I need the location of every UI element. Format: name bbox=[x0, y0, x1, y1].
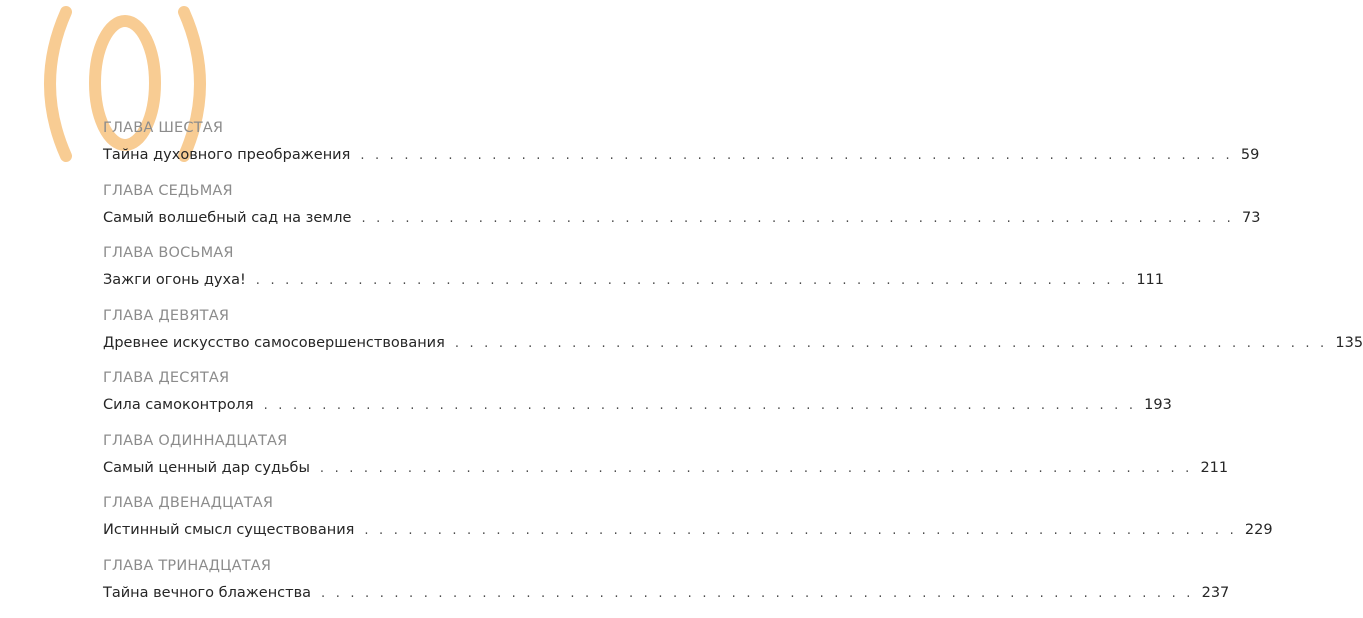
page-number: 111 bbox=[1136, 270, 1164, 290]
page-number: 193 bbox=[1144, 395, 1172, 415]
dot-leader: . . . . . . . . . . . . . . . . . . . . . . . . . . . . . . . . . . . . . . . . . . . . . . . . . . . . . . . . . . . . bbox=[264, 396, 1137, 416]
chapter-label: ГЛАВА ДВЕНАДЦАТАЯ bbox=[103, 493, 563, 513]
chapter-title: Самый ценный дар судьбы bbox=[103, 458, 310, 478]
page-number: 135 bbox=[1335, 333, 1363, 353]
chapter-label: ГЛАВА ДЕВЯТАЯ bbox=[103, 306, 563, 326]
page-number: 59 bbox=[1241, 145, 1259, 165]
toc-entry-13[interactable] bbox=[103, 556, 563, 618]
chapter-label: ГЛАВА СЕДЬМАЯ bbox=[103, 181, 563, 201]
dot-leader: . . . . . . . . . . . . . . . . . . . . . . . . . . . . . . . . . . . . . . . . . . . . . . . . . . . . . . . . . . . . bbox=[364, 521, 1237, 541]
page-number: 73 bbox=[1242, 208, 1260, 228]
chapter-title: Тайна духовного преображения bbox=[103, 145, 350, 165]
chapter-title: Самый волшебный сад на земле bbox=[103, 208, 351, 228]
toc-entry-7[interactable] bbox=[103, 181, 563, 244]
chapter-title: Истинный смысл существования bbox=[103, 520, 354, 540]
dot-leader: . . . . . . . . . . . . . . . . . . . . . . . . . . . . . . . . . . . . . . . . . . . . . . . . . . . . . . . . . . . . bbox=[361, 209, 1234, 229]
page-number: 211 bbox=[1200, 458, 1228, 478]
chapter-label: ГЛАВА ШЕСТАЯ bbox=[103, 118, 563, 138]
chapter-title: Древнее искусство самосовершенствования bbox=[103, 333, 445, 353]
chapter-title: Зажги огонь духа! bbox=[103, 270, 246, 290]
page-number: 237 bbox=[1202, 583, 1230, 603]
chapter-label: ГЛАВА ОДИННАДЦАТАЯ bbox=[103, 431, 563, 451]
chapter-title: Тайна вечного блаженства bbox=[103, 583, 311, 603]
chapter-label: ГЛАВА ДЕСЯТАЯ bbox=[103, 368, 563, 388]
toc-entry-8[interactable] bbox=[103, 243, 563, 306]
table-of-contents bbox=[103, 118, 563, 618]
toc-entry-9[interactable] bbox=[103, 306, 563, 369]
toc-entry-12[interactable] bbox=[103, 493, 563, 556]
left-paren-mark bbox=[50, 12, 66, 156]
page-number: 229 bbox=[1245, 520, 1273, 540]
toc-entry-11[interactable] bbox=[103, 431, 563, 494]
toc-page bbox=[0, 0, 600, 600]
dot-leader: . . . . . . . . . . . . . . . . . . . . . . . . . . . . . . . . . . . . . . . . . . . . . . . . . . . . . . . . . . . . bbox=[360, 146, 1233, 166]
chapter-label: ГЛАВА ВОСЬМАЯ bbox=[103, 243, 563, 263]
dot-leader: . . . . . . . . . . . . . . . . . . . . . . . . . . . . . . . . . . . . . . . . . . . . . . . . . . . . . . . . . . . . bbox=[320, 459, 1193, 479]
dot-leader: . . . . . . . . . . . . . . . . . . . . . . . . . . . . . . . . . . . . . . . . . . . . . . . . . . . . . . . . . . . . bbox=[321, 584, 1194, 604]
chapter-title: Сила самоконтроля bbox=[103, 395, 254, 415]
toc-entry-6[interactable] bbox=[103, 118, 563, 181]
dot-leader: . . . . . . . . . . . . . . . . . . . . . . . . . . . . . . . . . . . . . . . . . . . . . . . . . . . . . . . . . . . . bbox=[455, 334, 1328, 354]
toc-entry-10[interactable] bbox=[103, 368, 563, 431]
chapter-label: ГЛАВА ТРИНАДЦАТАЯ bbox=[103, 556, 563, 576]
dot-leader: . . . . . . . . . . . . . . . . . . . . . . . . . . . . . . . . . . . . . . . . . . . . . . . . . . . . . . . . . . . . bbox=[256, 271, 1129, 291]
